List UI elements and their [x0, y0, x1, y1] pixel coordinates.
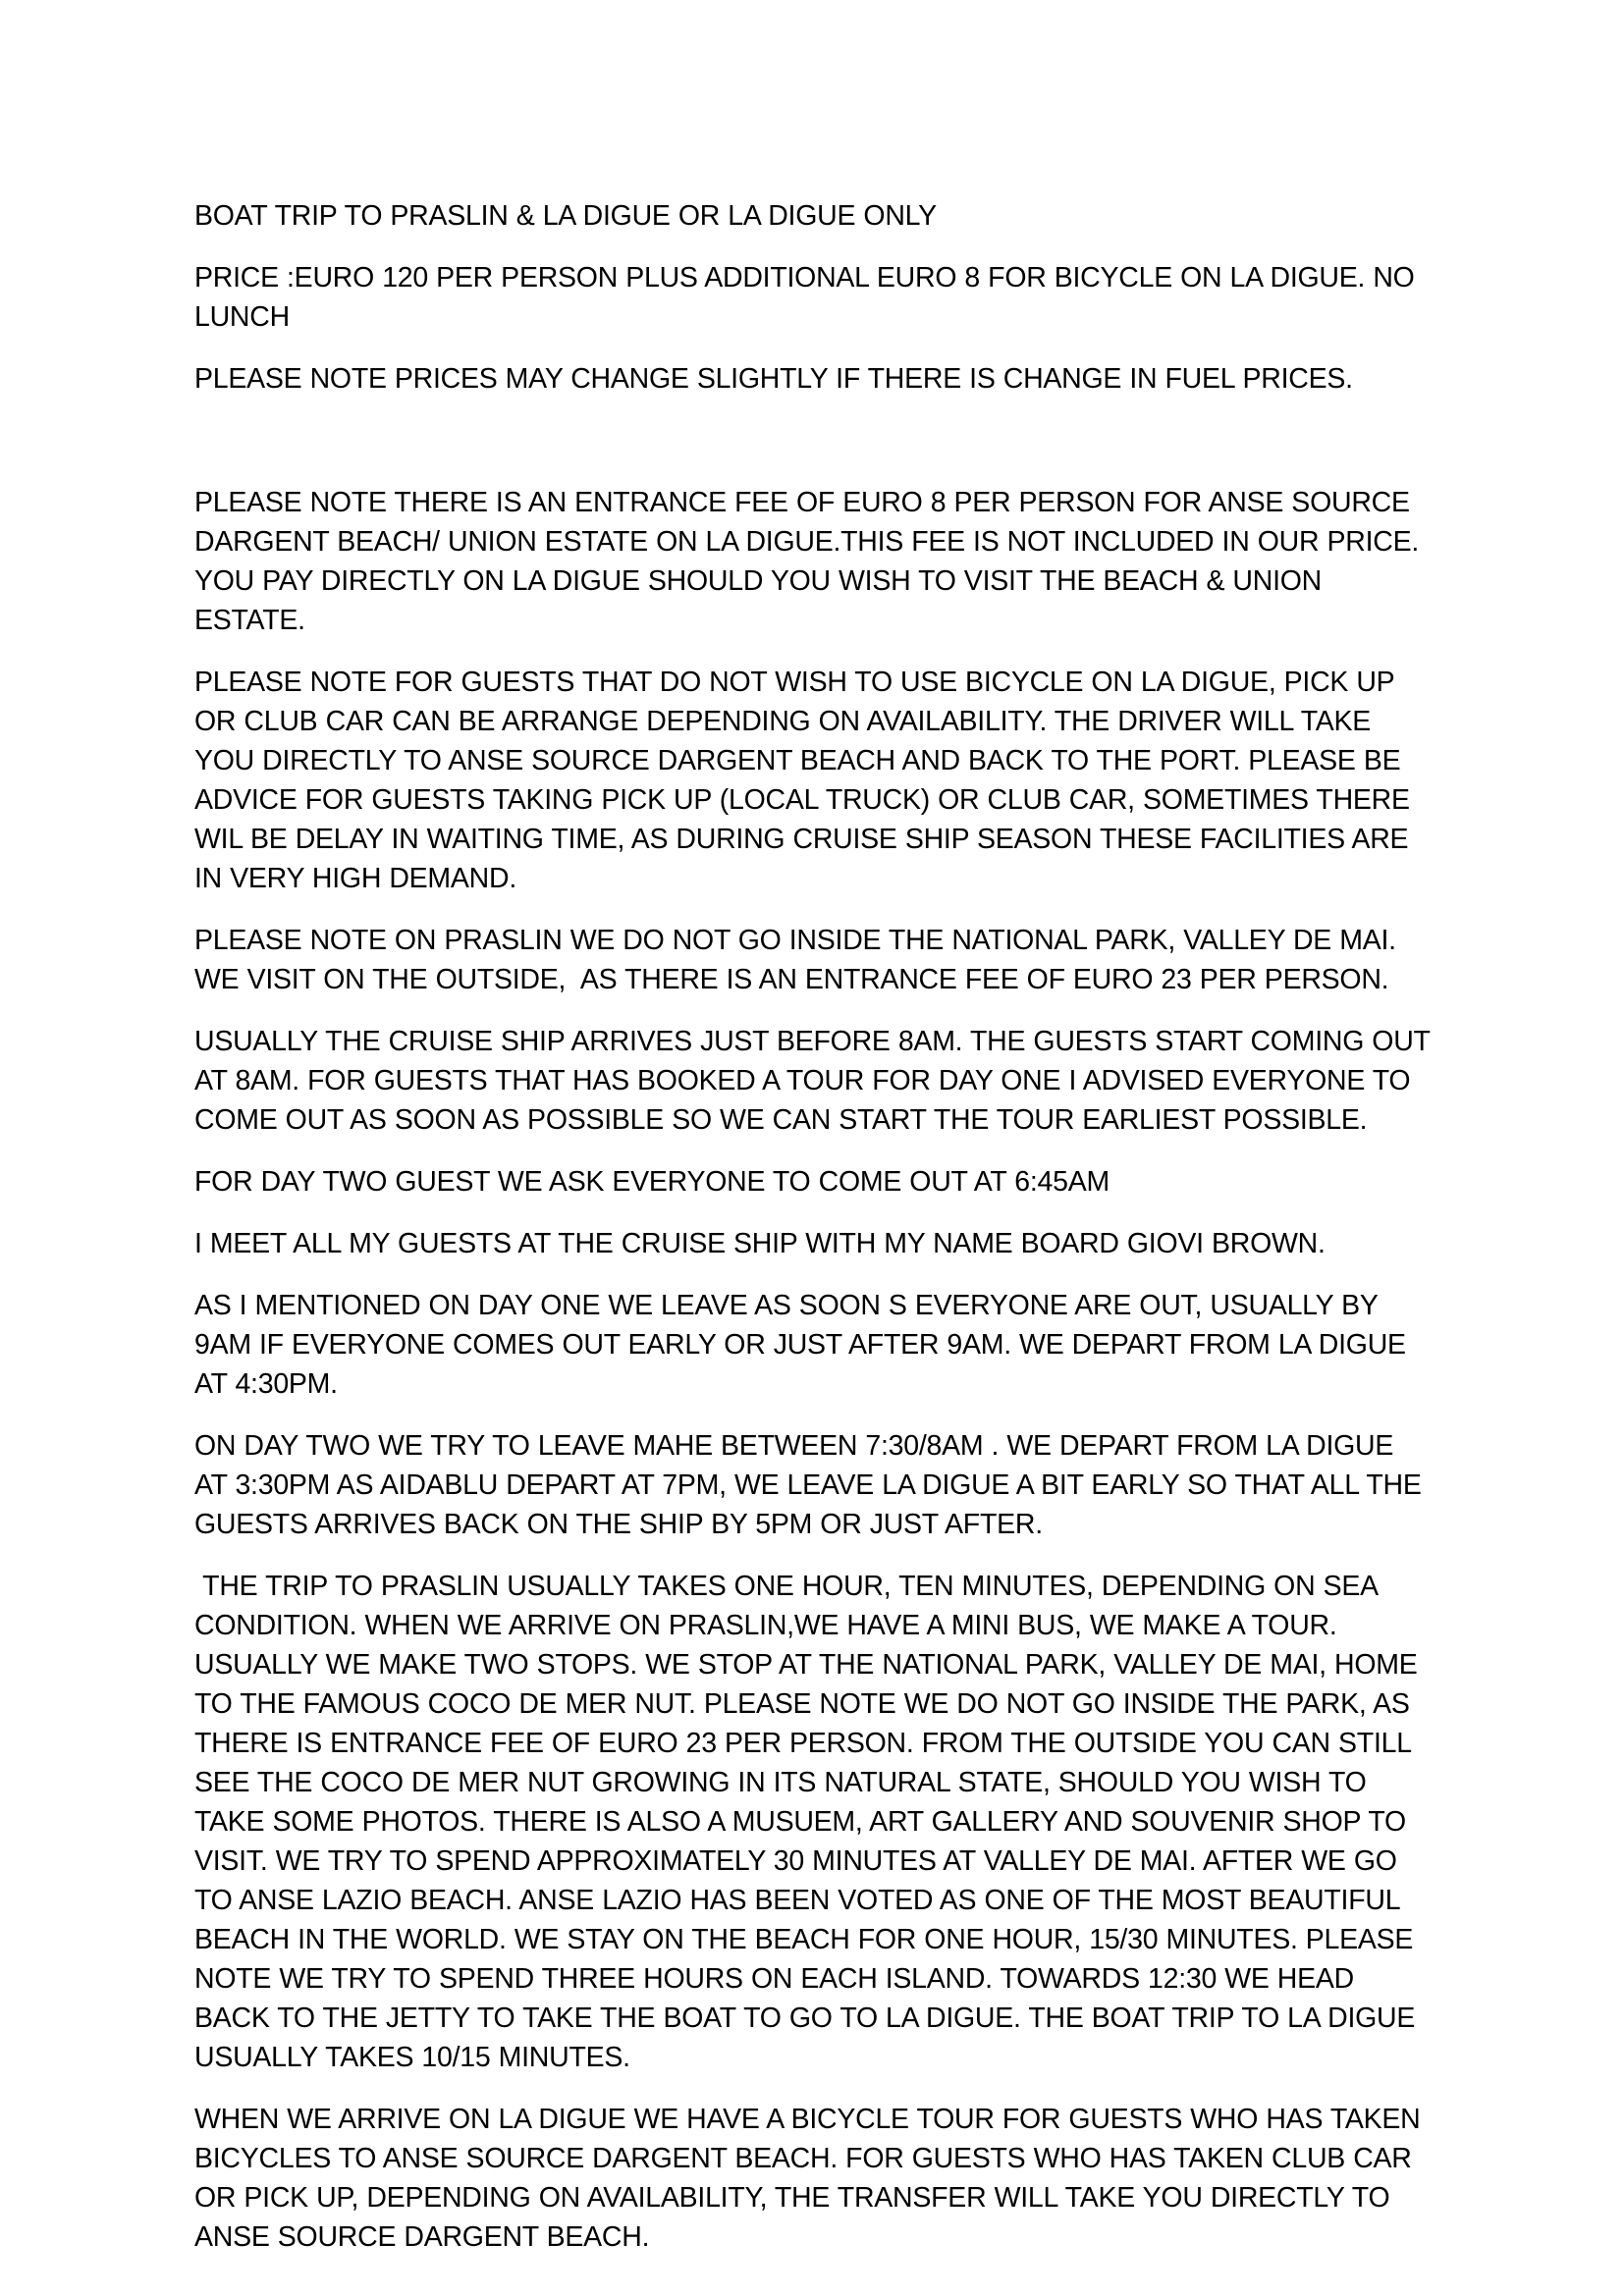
paragraph: WHEN WE ARRIVE ON LA DIGUE WE HAVE A BICYCLE TOUR FOR GUESTS WHO HAS TAKEN BICYCLES TO ANSE SOURCE DARGENT BEACH. FOR GUESTS WHO HAS TAKEN CLUB CAR OR PICK UP, DEPENDING ON AVAILABILITY, THE TRANSFER WILL TAKE YOU DIRECTLY TO ANSE SOURCE DARGENT BEACH.: [194, 2104, 1429, 2253]
paragraph: I MEET ALL MY GUESTS AT THE CRUISE SHIP WITH MY NAME BOARD GIOVI BROWN.: [194, 1228, 1326, 1259]
paragraph: PLEASE NOTE ON PRASLIN WE DO NOT GO INSIDE THE NATIONAL PARK, VALLEY DE MAI. WE VISIT ON THE OUTSIDE, AS THERE IS AN ENTRANCE FEE OF EURO 23 PER PERSON.: [194, 925, 1404, 995]
paragraph: PLEASE NOTE FOR GUESTS THAT DO NOT WISH TO USE BICYCLE ON LA DIGUE, PICK UP OR CLUB CAR CAN BE ARRANGE DEPENDING ON AVAILABILITY. THE DRIVER WILL TAKE YOU DIRECTLY TO ANSE SOURCE DARGENT BEACH AND BACK TO THE PORT. PLEASE BE ADVICE FOR GUESTS TAKING PICK UP (LOCAL TRUCK) OR CLUB CAR, SOMETIMES THERE WIL BE DELAY IN WAITING TIME, AS DURING CRUISE SHIP SEASON THESE FACILITIES ARE IN VERY HIGH DEMAND.: [194, 667, 1418, 894]
paragraph: PLEASE NOTE PRICES MAY CHANGE SLIGHTLY IF THERE IS CHANGE IN FUEL PRICES.: [194, 363, 1353, 395]
paragraph: PLEASE NOTE THERE IS AN ENTRANCE FEE OF EURO 8 PER PERSON FOR ANSE SOURCE DARGENT BEACH/ UNION ESTATE ON LA DIGUE.THIS FEE IS NOT INCLUDED IN OUR PRICE. YOU PAY DIRECTLY ON LA DIGUE SHOULD YOU WISH TO VISIT THE BEACH & UNION ESTATE.: [194, 487, 1427, 636]
paragraph: THE TRIP TO PRASLIN USUALLY TAKES ONE HOUR, TEN MINUTES, DEPENDING ON SEA CONDITION. WHEN WE ARRIVE ON PRASLIN,WE HAVE A MINI BUS, WE MAKE A TOUR. USUALLY WE MAKE TWO STOPS. WE STOP AT THE NATIONAL PARK, VALLEY DE MAI, HOME TO THE FAMOUS COCO DE MER NUT. PLEASE NOTE WE DO NOT GO INSIDE THE PARK, AS THERE IS ENTRANCE FEE OF EURO 23 PER PERSON. FROM THE OUTSIDE YOU CAN STILL SEE THE COCO DE MER NUT GROWING IN ITS NATURAL STATE, SHOULD YOU WISH TO TAKE SOME PHOTOS. THERE IS ALSO A MUSUEM, ART GALLERY AND SOUVENIR SHOP TO VISIT. WE TRY TO SPEND APPROXIMATELY 30 MINUTES AT VALLEY DE MAI. AFTER WE GO TO ANSE LAZIO BEACH. ANSE LAZIO HAS BEEN VOTED AS ONE OF THE MOST BEAUTIFUL BEACH IN THE WORLD. WE STAY ON THE BEACH FOR ONE HOUR, 15/30 MINUTES. PLEASE NOTE WE TRY TO SPEND THREE HOURS ON EACH ISLAND. TOWARDS 12:30 WE HEAD BACK TO THE JETTY TO TAKE THE BOAT TO GO TO LA DIGUE. THE BOAT TRIP TO LA DIGUE USUALLY TAKES 10/15 MINUTES.: [194, 1571, 1426, 2073]
paragraph: ON DAY TWO WE TRY TO LEAVE MAHE BETWEEN 7:30/8AM . WE DEPART FROM LA DIGUE AT 3:30PM AS AIDABLU DEPART AT 7PM, WE LEAVE LA DIGUE A BIT EARLY SO THAT ALL THE GUESTS ARRIVES BACK ON THE SHIP BY 5PM OR JUST AFTER.: [194, 1430, 1430, 1540]
paragraph: AS I MENTIONED ON DAY ONE WE LEAVE AS SOON S EVERYONE ARE OUT, USUALLY BY 9AM IF EVERYONE COMES OUT EARLY OR JUST AFTER 9AM. WE DEPART FROM LA DIGUE AT 4:30PM.: [194, 1290, 1413, 1400]
paragraph: FOR DAY TWO GUEST WE ASK EVERYONE TO COME OUT AT 6:45AM: [194, 1166, 1110, 1198]
paragraph: PRICE :EURO 120 PER PERSON PLUS ADDITIONAL EURO 8 FOR BICYCLE ON LA DIGUE. NO LUNCH: [194, 262, 1423, 333]
paragraph: BOAT TRIP TO PRASLIN & LA DIGUE OR LA DIGUE ONLY: [194, 200, 937, 232]
document-body: [194, 196, 1436, 2257]
empty-paragraph: [194, 421, 1432, 460]
paragraph: USUALLY THE CRUISE SHIP ARRIVES JUST BEFORE 8AM. THE GUESTS START COMING OUT AT 8AM. FOR GUESTS THAT HAS BOOKED A TOUR FOR DAY ONE I ADVISED EVERYONE TO COME OUT AS SOON AS POSSIBLE SO WE CAN START THE TOUR EARLIEST POSSIBLE.: [194, 1026, 1436, 1136]
